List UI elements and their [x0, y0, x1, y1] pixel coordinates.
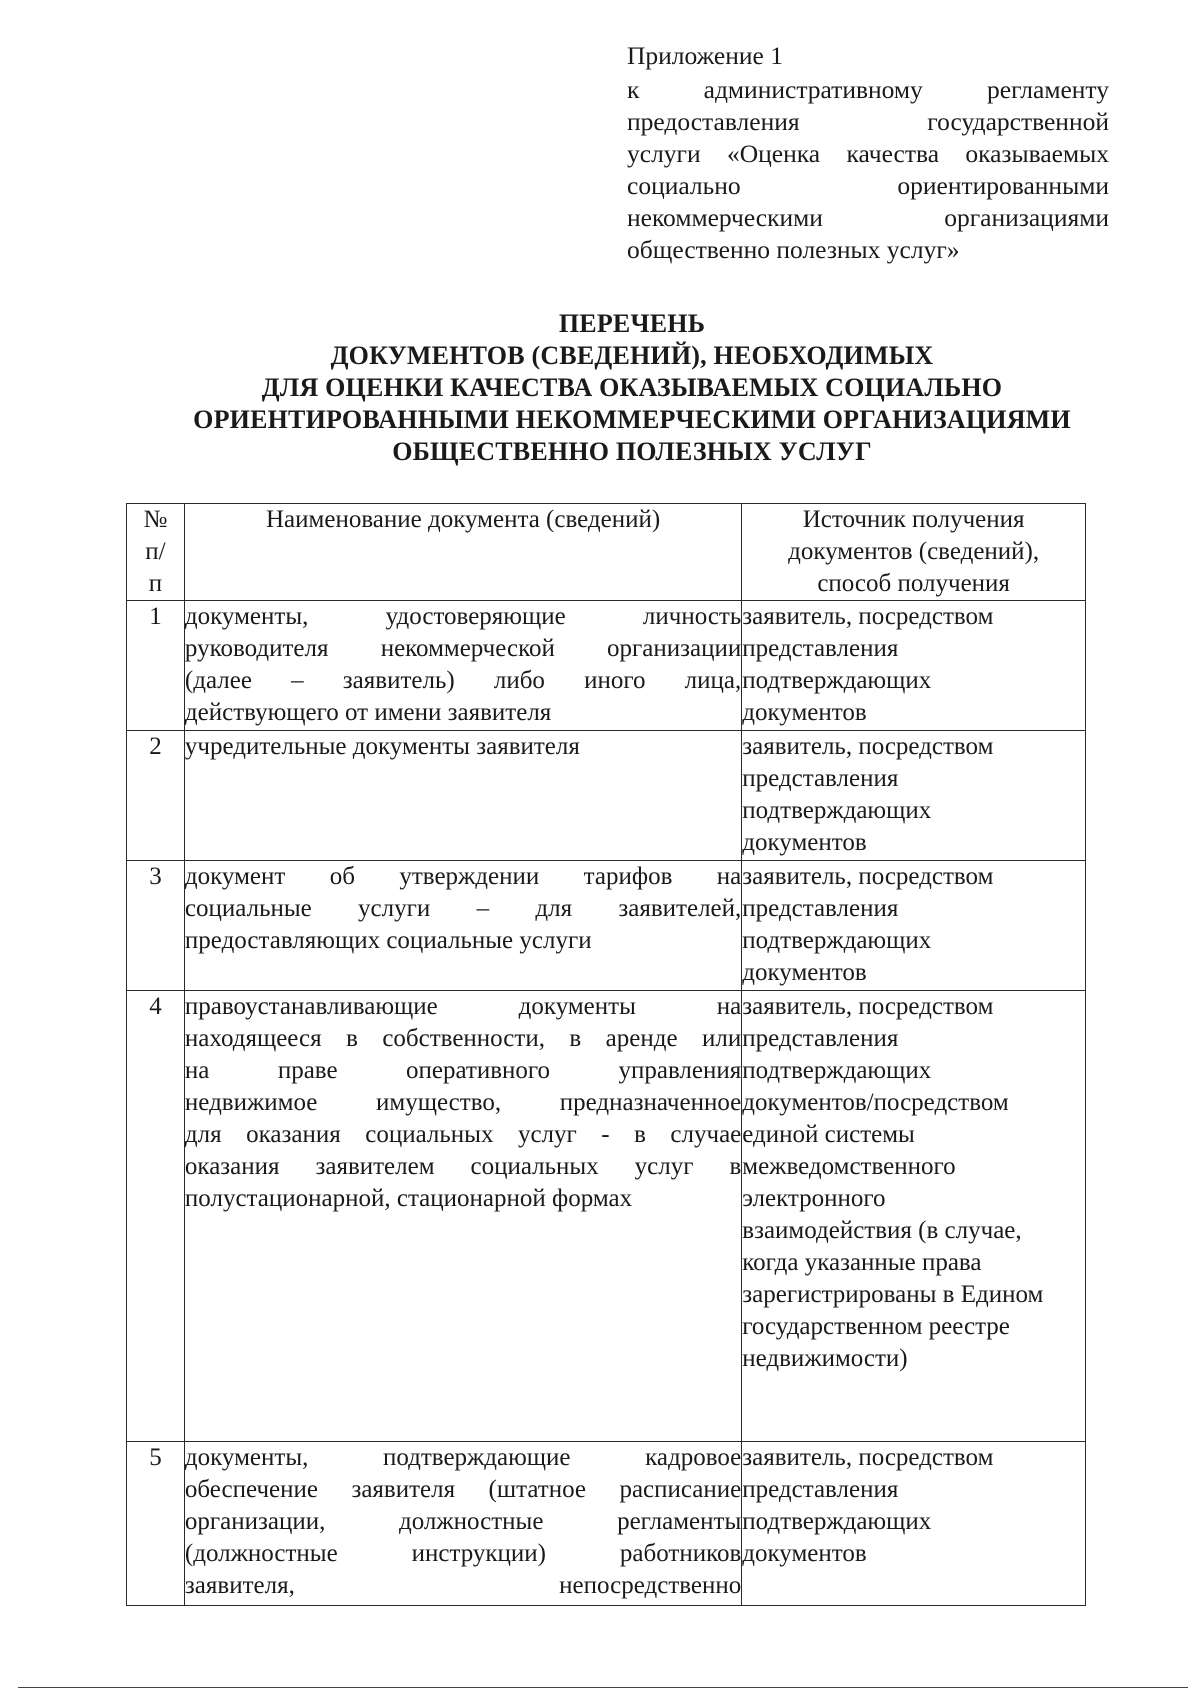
source-line: заявитель, посредством: [742, 603, 994, 630]
name-line: руководителя некоммерческой организации: [184, 635, 742, 662]
source-line: подтверждающих: [742, 1508, 932, 1535]
header-source-line: Источник получения: [802, 506, 1025, 533]
header-number: [127, 504, 185, 601]
row-source: [742, 861, 1086, 991]
appendix-line: общественно полезных услуг»: [627, 235, 960, 264]
source-line: документов/посредством: [742, 1089, 1009, 1116]
source-line: документов: [742, 959, 867, 986]
source-line: заявитель, посредством: [742, 1444, 994, 1471]
header-number-line: п/: [145, 538, 166, 565]
header-source: [742, 504, 1086, 601]
name-line: (должностные инструкции) работников: [184, 1540, 742, 1567]
row-document-name: [184, 991, 741, 1442]
row-source: [742, 1442, 1086, 1606]
source-line: представления: [742, 895, 899, 922]
name-line: организации, должностные регламенты: [184, 1508, 742, 1535]
row-number: 5: [127, 1442, 185, 1606]
source-line: документов: [742, 699, 867, 726]
appendix-text: [627, 74, 1109, 266]
row-number: 1: [127, 601, 185, 731]
appendix-title: Приложение 1: [627, 41, 783, 70]
name-line: для оказания социальных услуг - в случае: [184, 1121, 742, 1148]
row-number: 3: [127, 861, 185, 991]
row-number: 2: [127, 731, 185, 861]
name-line: (далее – заявитель) либо иного лица,: [184, 667, 742, 694]
row-number: 4: [127, 991, 185, 1442]
name-line: заявителя, непосредственно: [184, 1572, 742, 1599]
name-line: полустационарной, стационарной формах: [184, 1185, 633, 1212]
name-line: оказания заявителем социальных услуг в: [184, 1153, 742, 1180]
heading-line: ДОКУМЕНТОВ (СВЕДЕНИЙ), НЕОБХОДИМЫХ: [330, 341, 934, 370]
heading-line: ОРИЕНТИРОВАННЫМИ НЕКОММЕРЧЕСКИМИ ОРГАНИЗАЦИЯМИ: [193, 405, 1071, 434]
source-line: государственном реестре: [742, 1313, 1010, 1340]
source-line: представления: [742, 635, 899, 662]
document-heading: [100, 308, 1164, 468]
name-line: документы, подтверждающие кадровое: [184, 1444, 742, 1471]
row-source: [742, 731, 1086, 861]
name-line: на праве оперативного управления: [184, 1057, 742, 1084]
documents-table: [126, 503, 1086, 1606]
name-line: документы, удостоверяющие личность: [184, 603, 742, 630]
source-line: единой системы: [742, 1121, 915, 1148]
header-number-line: п: [148, 570, 163, 597]
appendix-block: [627, 40, 1109, 266]
table-row: [127, 991, 1086, 1442]
appendix-line: социально ориентированными: [627, 171, 1109, 200]
name-line: предоставляющих социальные услуги: [184, 927, 592, 954]
table-row: [127, 1442, 1086, 1606]
source-line: взаимодействия (в случае,: [742, 1217, 1022, 1244]
table-row: [127, 601, 1086, 731]
header-document-name: Наименование документа (сведений): [184, 504, 741, 601]
table-row: [127, 731, 1086, 861]
name-line: обеспечение заявителя (штатное расписание: [184, 1476, 742, 1503]
source-line: подтверждающих: [742, 797, 932, 824]
appendix-line: предоставления государственной: [627, 107, 1109, 136]
name-line: документ об утверждении тарифов на: [184, 863, 742, 890]
source-line: представления: [742, 765, 899, 792]
heading-line: ДЛЯ ОЦЕНКИ КАЧЕСТВА ОКАЗЫВАЕМЫХ СОЦИАЛЬНО: [261, 373, 1003, 402]
header-number-line: №: [143, 506, 168, 533]
appendix-line: услуги «Оценка качества оказываемых: [627, 139, 1109, 168]
source-line: когда указанные права: [742, 1249, 982, 1276]
heading-line: ОБЩЕСТВЕННО ПОЛЕЗНЫХ УСЛУГ: [392, 437, 872, 466]
source-line: зарегистрированы в Едином: [742, 1281, 1044, 1308]
source-line: подтверждающих: [742, 667, 932, 694]
row-document-name: [184, 861, 741, 991]
name-line: недвижимое имущество, предназначенное: [184, 1089, 742, 1116]
source-line: документов: [742, 829, 867, 856]
name-line: социальные услуги – для заявителей,: [184, 895, 742, 922]
name-line: правоустанавливающие документы на: [184, 993, 742, 1020]
row-document-name: [184, 1442, 741, 1606]
table-row: [127, 861, 1086, 991]
header-source-line: документов (сведений),: [788, 538, 1040, 565]
appendix-line: некоммерческими организациями: [627, 203, 1109, 232]
source-line: подтверждающих: [742, 1057, 932, 1084]
source-line: межведомственного: [742, 1153, 956, 1180]
row-source: [742, 991, 1086, 1442]
source-line: электронного: [742, 1185, 886, 1212]
source-line: документов: [742, 1540, 867, 1567]
source-line: заявитель, посредством: [742, 993, 994, 1020]
source-line: заявитель, посредством: [742, 733, 994, 760]
name-line: учредительные документы заявителя: [184, 733, 580, 760]
header-source-line: способ получения: [817, 570, 1010, 597]
appendix-line: к административному регламенту: [627, 75, 1109, 104]
page-bottom-rule: [18, 1687, 1188, 1688]
name-line: находящееся в собственности, в аренде или: [184, 1025, 742, 1052]
row-document-name: [184, 731, 741, 861]
source-line: недвижимости): [742, 1345, 908, 1372]
table-header-row: [127, 504, 1086, 601]
name-line: действующего от имени заявителя: [184, 699, 552, 726]
source-line: подтверждающих: [742, 927, 932, 954]
heading-line: ПЕРЕЧЕНЬ: [558, 309, 706, 338]
source-line: представления: [742, 1025, 899, 1052]
row-source: [742, 601, 1086, 731]
source-line: представления: [742, 1476, 899, 1503]
source-line: заявитель, посредством: [742, 863, 994, 890]
row-document-name: [184, 601, 741, 731]
